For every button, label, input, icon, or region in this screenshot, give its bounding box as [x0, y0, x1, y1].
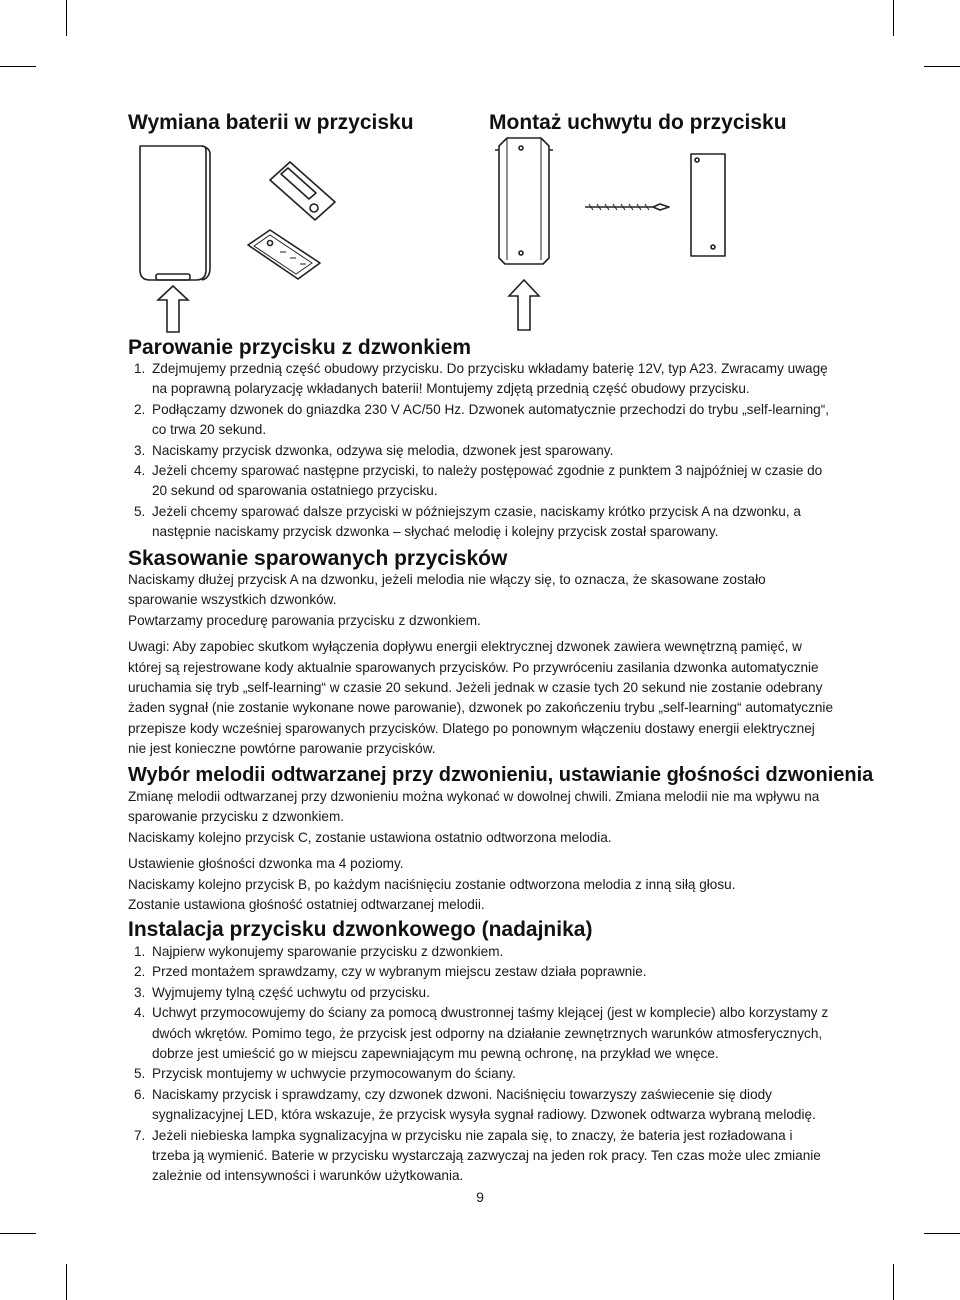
crop-mark — [0, 1233, 36, 1234]
melody-title: Wybór melodii odtwarzanej przy dzwonieniu, ustawianie głośności dzwonienia — [128, 764, 874, 786]
wall-plate — [691, 154, 725, 256]
up-arrow-icon — [158, 286, 188, 332]
paragraph: Naciskamy kolejno przycisk C, zostanie ustawiona ostatnio odtworzona melodia. — [128, 829, 612, 845]
housing-slot — [156, 274, 190, 280]
list-item: 2. Przed montażem sprawdzamy, czy w wybranym miejscu zestaw działa poprawnie. — [134, 964, 647, 980]
list-item: 7. Jeżeli niebieska lampka sygnalizacyjna w przycisku nie zapala się, to znaczy, że bateria jest rozładowana i trzeba ją wymienić. Baterie w przycisku wystarczają zazwyczaj na jeden rok pracy. Ten czas może ulec zmianie zależnie od intensywności i warunków użytkowania. — [134, 1127, 821, 1184]
list-item: 1. Najpierw wykonujemy sparowanie przycisku z dzwonkiem. — [134, 944, 504, 959]
list-item: 5. Jeżeli chcemy sparować dalsze przyciski w późniejszym czasie, naciskamy krótko przycisk A na dzwonku, a następnie naciskamy przycisk dzwonka – słychać melodię i kolejny przycisk został sparowany. — [134, 503, 801, 540]
page-number: 9 — [476, 1189, 484, 1205]
list-item: 3. Naciskamy przycisk dzwonka, odzywa się melodia, dzwonek jest sparowany. — [134, 442, 614, 458]
list-item: 4. Jeżeli chcemy sparować następne przyciski, to należy postępować zgodnie z punktem 3 najpóźniej w czasie do 20 sekund od sparowania ostatniego przycisku. — [134, 463, 823, 499]
crop-mark — [924, 1233, 960, 1234]
paragraph: Zmianę melodii odtwarzanej przy dzwonieniu można wykonać w dowolnej chwili. Zmiana melodii nie ma wpływu na sparowanie przycisku z dzwonkiem. — [128, 789, 820, 825]
crop-mark — [924, 66, 960, 67]
install-text — [128, 942, 834, 1187]
list-item: 3. Wyjmujemy tylną część uchwytu od przycisku. — [134, 984, 430, 1000]
paragraph: Naciskamy dłużej przycisk A na dzwonku, jeżeli melodia nie włączy się, to oznacza, że skasowane zostało sparowanie wszystkich dzwonków. — [128, 572, 766, 608]
battery-illustration — [130, 140, 360, 335]
list-item: 5. Przycisk montujemy w uchwycie przymocowanym do ściany. — [134, 1066, 516, 1082]
paragraph: Powtarzamy procedurę parowania przycisku z dzwonkiem. — [128, 612, 481, 628]
install-list — [128, 942, 834, 1187]
reset-title: Skasowanie sparowanych przycisków — [128, 547, 508, 570]
list-item: 1. Zdejmujemy przednią część obudowy przycisku. Do przycisku wkładamy baterię 12V, typ A23. Zwracamy uwagę na poprawną polaryzację wkładanych baterii! Montujemy zdjętą przednią część obudowy przycisku. — [134, 361, 828, 397]
button-housing — [140, 146, 206, 280]
paragraph: Naciskamy kolejno przycisk B, po każdym naciśnięciu zostanie odtworzona melodia z inną siłą głosu. — [128, 876, 736, 892]
battery-compartment-part — [248, 230, 320, 279]
up-arrow-icon — [509, 280, 539, 330]
list-item: 4. Uchwyt przymocowujemy do ściany za pomocą dwustronnej taśmy klejącej (jest w komplecie) albo korzystamy z dwóch wkrętów. Pomimo tego, że przycisk jest odporny na działanie zewnętrznych warunków atmosferycznych, dobrze jest umieścić go w miejscu zapewniającym mu pewną ochronę, na przykład we wnęce. — [134, 1005, 829, 1062]
crop-mark — [893, 1264, 894, 1300]
reset-text — [128, 570, 834, 760]
list-item: 2. Podłączamy dzwonek do gniazdka 230 V AC/50 Hz. Dzwonek automatycznie przechodzi do trybu „self-learning“, co trwa 20 sekund. — [134, 401, 830, 438]
paragraph: Ustawienie głośności dzwonka ma 4 poziomy. — [128, 856, 404, 872]
melody-text — [128, 787, 834, 915]
list-item: 6. Naciskamy przycisk i sprawdzamy, czy dzwonek dzwoni. Naciśnięciu towarzyszy zaświecenie się diody sygnalizacyjnej LED, która wskazuje, że przycisk wysyła sygnał radiowy. Dzwonek odtwarza wybraną melodię. — [134, 1086, 816, 1123]
pairing-text — [128, 359, 834, 543]
crop-mark — [893, 0, 894, 36]
front-cover-part — [270, 162, 335, 220]
paragraph: Zostanie ustawiona głośność ostatniej odtwarzanej melodii. — [128, 897, 485, 913]
crop-mark — [66, 1264, 67, 1300]
crop-mark — [66, 0, 67, 36]
install-title: Instalacja przycisku dzwonkowego (nadajnika) — [128, 918, 593, 941]
pairing-title: Parowanie przycisku z dzwonkiem — [128, 336, 472, 359]
pairing-list — [128, 359, 834, 543]
mount-illustration — [485, 132, 755, 332]
battery-title: Wymiana baterii w przycisku — [128, 111, 414, 134]
note-paragraph: Uwagi: Aby zapobiec skutkom wyłączenia dopływu energii elektrycznej dzwonek zawiera wewnętrzną pamięć, w której są rejestrowane kody aktualnie sparowanych przycisków. Po przywróceniu zasilania dzwonka automatycznie uruchamia się tryb „self-learning“ w czasie 20 sekund. Jeżeli jednak w czasie tych 20 sekund nie zostanie odebrany żaden sygnał (nie zostanie wykonane nowe parowanie), dzwonek po zakończeniu trybu „self-learning“ automatycznie przepisze kody wcześniej sparowanych przycisków. Dlatego po ponownym włączeniu dostawy energii elektrycznej nie jest konieczne powtórne parowanie przycisków. — [128, 639, 834, 757]
crop-mark — [0, 66, 36, 67]
mount-title: Montaż uchwytu do przycisku — [489, 111, 787, 134]
